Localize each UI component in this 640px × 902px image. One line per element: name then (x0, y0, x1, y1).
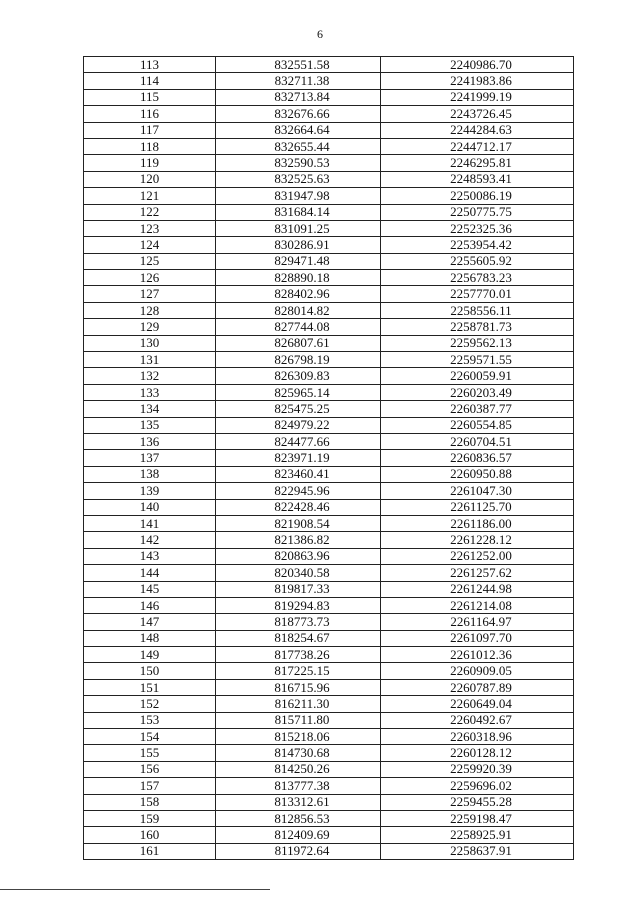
table-row (84, 352, 574, 368)
point-number-cell: 121 (84, 188, 216, 204)
y-coordinate-cell: 2261012.36 (381, 647, 574, 663)
point-number-cell: 141 (84, 515, 216, 531)
y-coordinate-cell: 2240986.70 (381, 57, 574, 73)
point-number-cell: 114 (84, 73, 216, 89)
x-coordinate-cell: 821386.82 (216, 532, 381, 548)
table-row (84, 450, 574, 466)
point-number-cell: 117 (84, 122, 216, 138)
y-coordinate-cell: 2243726.45 (381, 106, 574, 122)
x-coordinate-cell: 826309.83 (216, 368, 381, 384)
table-row (84, 368, 574, 384)
y-coordinate-cell: 2260492.67 (381, 712, 574, 728)
y-coordinate-cell: 2261164.97 (381, 614, 574, 630)
x-coordinate-cell: 828014.82 (216, 302, 381, 318)
table-row (84, 89, 574, 105)
table-row (84, 106, 574, 122)
x-coordinate-cell: 814250.26 (216, 761, 381, 777)
table-row (84, 761, 574, 777)
y-coordinate-cell: 2260950.88 (381, 466, 574, 482)
x-coordinate-cell: 815711.80 (216, 712, 381, 728)
y-coordinate-cell: 2252325.36 (381, 220, 574, 236)
point-number-cell: 119 (84, 155, 216, 171)
point-number-cell: 146 (84, 597, 216, 613)
point-number-cell: 148 (84, 630, 216, 646)
point-number-cell: 134 (84, 401, 216, 417)
table-row (84, 696, 574, 712)
table-row (84, 712, 574, 728)
table-row (84, 335, 574, 351)
y-coordinate-cell: 2259562.13 (381, 335, 574, 351)
table-row (84, 401, 574, 417)
x-coordinate-cell: 824979.22 (216, 417, 381, 433)
y-coordinate-cell: 2250775.75 (381, 204, 574, 220)
point-number-cell: 142 (84, 532, 216, 548)
y-coordinate-cell: 2261228.12 (381, 532, 574, 548)
x-coordinate-cell: 832713.84 (216, 89, 381, 105)
table-row (84, 171, 574, 187)
point-number-cell: 132 (84, 368, 216, 384)
table-row (84, 220, 574, 236)
x-coordinate-cell: 819294.83 (216, 597, 381, 613)
x-coordinate-cell: 823460.41 (216, 466, 381, 482)
y-coordinate-cell: 2261097.70 (381, 630, 574, 646)
point-number-cell: 113 (84, 57, 216, 73)
point-number-cell: 152 (84, 696, 216, 712)
footer-divider (0, 889, 270, 890)
y-coordinate-cell: 2260787.89 (381, 679, 574, 695)
point-number-cell: 129 (84, 319, 216, 335)
y-coordinate-cell: 2244284.63 (381, 122, 574, 138)
y-coordinate-cell: 2256783.23 (381, 270, 574, 286)
x-coordinate-cell: 814730.68 (216, 745, 381, 761)
x-coordinate-cell: 832655.44 (216, 138, 381, 154)
y-coordinate-cell: 2261125.70 (381, 499, 574, 515)
table-row (84, 319, 574, 335)
y-coordinate-cell: 2260554.85 (381, 417, 574, 433)
x-coordinate-cell: 824477.66 (216, 433, 381, 449)
point-number-cell: 118 (84, 138, 216, 154)
table-row (84, 204, 574, 220)
point-number-cell: 137 (84, 450, 216, 466)
table-row (84, 302, 574, 318)
y-coordinate-cell: 2261252.00 (381, 548, 574, 564)
point-number-cell: 157 (84, 778, 216, 794)
x-coordinate-cell: 828890.18 (216, 270, 381, 286)
y-coordinate-cell: 2258781.73 (381, 319, 574, 335)
point-number-cell: 120 (84, 171, 216, 187)
x-coordinate-cell: 832664.64 (216, 122, 381, 138)
point-number-cell: 154 (84, 729, 216, 745)
table-row (84, 778, 574, 794)
x-coordinate-cell: 832711.38 (216, 73, 381, 89)
point-number-cell: 158 (84, 794, 216, 810)
point-number-cell: 123 (84, 220, 216, 236)
x-coordinate-cell: 831091.25 (216, 220, 381, 236)
point-number-cell: 161 (84, 843, 216, 859)
y-coordinate-cell: 2241983.86 (381, 73, 574, 89)
point-number-cell: 131 (84, 352, 216, 368)
x-coordinate-cell: 826798.19 (216, 352, 381, 368)
x-coordinate-cell: 813777.38 (216, 778, 381, 794)
x-coordinate-cell: 825475.25 (216, 401, 381, 417)
x-coordinate-cell: 832525.63 (216, 171, 381, 187)
x-coordinate-cell: 815218.06 (216, 729, 381, 745)
table-row (84, 122, 574, 138)
table-row (84, 515, 574, 531)
y-coordinate-cell: 2260909.05 (381, 663, 574, 679)
y-coordinate-cell: 2258556.11 (381, 302, 574, 318)
y-coordinate-cell: 2260387.77 (381, 401, 574, 417)
y-coordinate-cell: 2244712.17 (381, 138, 574, 154)
y-coordinate-cell: 2260128.12 (381, 745, 574, 761)
table-row (84, 532, 574, 548)
x-coordinate-cell: 811972.64 (216, 843, 381, 859)
y-coordinate-cell: 2260203.49 (381, 384, 574, 400)
table-row (84, 270, 574, 286)
point-number-cell: 135 (84, 417, 216, 433)
y-coordinate-cell: 2259198.47 (381, 810, 574, 826)
y-coordinate-cell: 2261047.30 (381, 483, 574, 499)
table-row (84, 548, 574, 564)
table-row (84, 745, 574, 761)
table-row (84, 827, 574, 843)
point-number-cell: 115 (84, 89, 216, 105)
table-row (84, 679, 574, 695)
point-number-cell: 116 (84, 106, 216, 122)
table-row (84, 466, 574, 482)
table-row (84, 417, 574, 433)
point-number-cell: 144 (84, 565, 216, 581)
table-row (84, 73, 574, 89)
y-coordinate-cell: 2261186.00 (381, 515, 574, 531)
table-row (84, 499, 574, 515)
table-row (84, 647, 574, 663)
x-coordinate-cell: 813312.61 (216, 794, 381, 810)
x-coordinate-cell: 829471.48 (216, 253, 381, 269)
y-coordinate-cell: 2260704.51 (381, 433, 574, 449)
x-coordinate-cell: 817738.26 (216, 647, 381, 663)
point-number-cell: 127 (84, 286, 216, 302)
table-row (84, 729, 574, 745)
x-coordinate-cell: 831947.98 (216, 188, 381, 204)
point-number-cell: 143 (84, 548, 216, 564)
point-number-cell: 151 (84, 679, 216, 695)
point-number-cell: 159 (84, 810, 216, 826)
y-coordinate-cell: 2259696.02 (381, 778, 574, 794)
table-row (84, 843, 574, 859)
page-number: 6 (317, 27, 323, 41)
table-row (84, 188, 574, 204)
y-coordinate-cell: 2259571.55 (381, 352, 574, 368)
table-row (84, 433, 574, 449)
y-coordinate-cell: 2260836.57 (381, 450, 574, 466)
y-coordinate-cell: 2246295.81 (381, 155, 574, 171)
x-coordinate-cell: 820340.58 (216, 565, 381, 581)
table-row (84, 253, 574, 269)
x-coordinate-cell: 825965.14 (216, 384, 381, 400)
table-row (84, 810, 574, 826)
point-number-cell: 145 (84, 581, 216, 597)
point-number-cell: 139 (84, 483, 216, 499)
point-number-cell: 156 (84, 761, 216, 777)
table-row (84, 630, 574, 646)
y-coordinate-cell: 2253954.42 (381, 237, 574, 253)
table-row (84, 581, 574, 597)
y-coordinate-cell: 2241999.19 (381, 89, 574, 105)
x-coordinate-cell: 823971.19 (216, 450, 381, 466)
point-number-cell: 138 (84, 466, 216, 482)
x-coordinate-cell: 827744.08 (216, 319, 381, 335)
point-number-cell: 153 (84, 712, 216, 728)
point-number-cell: 150 (84, 663, 216, 679)
point-number-cell: 155 (84, 745, 216, 761)
table-row (84, 138, 574, 154)
x-coordinate-cell: 817225.15 (216, 663, 381, 679)
x-coordinate-cell: 831684.14 (216, 204, 381, 220)
table-row (84, 237, 574, 253)
x-coordinate-cell: 818254.67 (216, 630, 381, 646)
table-row (84, 155, 574, 171)
table-row (84, 614, 574, 630)
y-coordinate-cell: 2250086.19 (381, 188, 574, 204)
point-number-cell: 126 (84, 270, 216, 286)
point-number-cell: 130 (84, 335, 216, 351)
point-number-cell: 125 (84, 253, 216, 269)
table-row (84, 597, 574, 613)
point-number-cell: 140 (84, 499, 216, 515)
table-row (84, 57, 574, 73)
x-coordinate-cell: 830286.91 (216, 237, 381, 253)
point-number-cell: 122 (84, 204, 216, 220)
x-coordinate-cell: 826807.61 (216, 335, 381, 351)
x-coordinate-cell: 828402.96 (216, 286, 381, 302)
y-coordinate-cell: 2261257.62 (381, 565, 574, 581)
y-coordinate-cell: 2260059.91 (381, 368, 574, 384)
point-number-cell: 149 (84, 647, 216, 663)
x-coordinate-cell: 822428.46 (216, 499, 381, 515)
x-coordinate-cell: 832676.66 (216, 106, 381, 122)
table-row (84, 384, 574, 400)
y-coordinate-cell: 2259920.39 (381, 761, 574, 777)
coordinates-table (83, 56, 574, 860)
y-coordinate-cell: 2255605.92 (381, 253, 574, 269)
point-number-cell: 147 (84, 614, 216, 630)
table-row (84, 663, 574, 679)
y-coordinate-cell: 2261214.08 (381, 597, 574, 613)
point-number-cell: 128 (84, 302, 216, 318)
point-number-cell: 133 (84, 384, 216, 400)
x-coordinate-cell: 822945.96 (216, 483, 381, 499)
x-coordinate-cell: 821908.54 (216, 515, 381, 531)
y-coordinate-cell: 2260649.04 (381, 696, 574, 712)
x-coordinate-cell: 832551.58 (216, 57, 381, 73)
y-coordinate-cell: 2259455.28 (381, 794, 574, 810)
y-coordinate-cell: 2258637.91 (381, 843, 574, 859)
x-coordinate-cell: 812409.69 (216, 827, 381, 843)
x-coordinate-cell: 816715.96 (216, 679, 381, 695)
x-coordinate-cell: 820863.96 (216, 548, 381, 564)
table-row (84, 286, 574, 302)
y-coordinate-cell: 2248593.41 (381, 171, 574, 187)
y-coordinate-cell: 2258925.91 (381, 827, 574, 843)
x-coordinate-cell: 819817.33 (216, 581, 381, 597)
x-coordinate-cell: 812856.53 (216, 810, 381, 826)
table-row (84, 565, 574, 581)
y-coordinate-cell: 2260318.96 (381, 729, 574, 745)
point-number-cell: 136 (84, 433, 216, 449)
y-coordinate-cell: 2261244.98 (381, 581, 574, 597)
x-coordinate-cell: 816211.30 (216, 696, 381, 712)
coordinates-table-body (84, 57, 574, 860)
y-coordinate-cell: 2257770.01 (381, 286, 574, 302)
x-coordinate-cell: 832590.53 (216, 155, 381, 171)
x-coordinate-cell: 818773.73 (216, 614, 381, 630)
table-row (84, 483, 574, 499)
point-number-cell: 124 (84, 237, 216, 253)
point-number-cell: 160 (84, 827, 216, 843)
table-row (84, 794, 574, 810)
